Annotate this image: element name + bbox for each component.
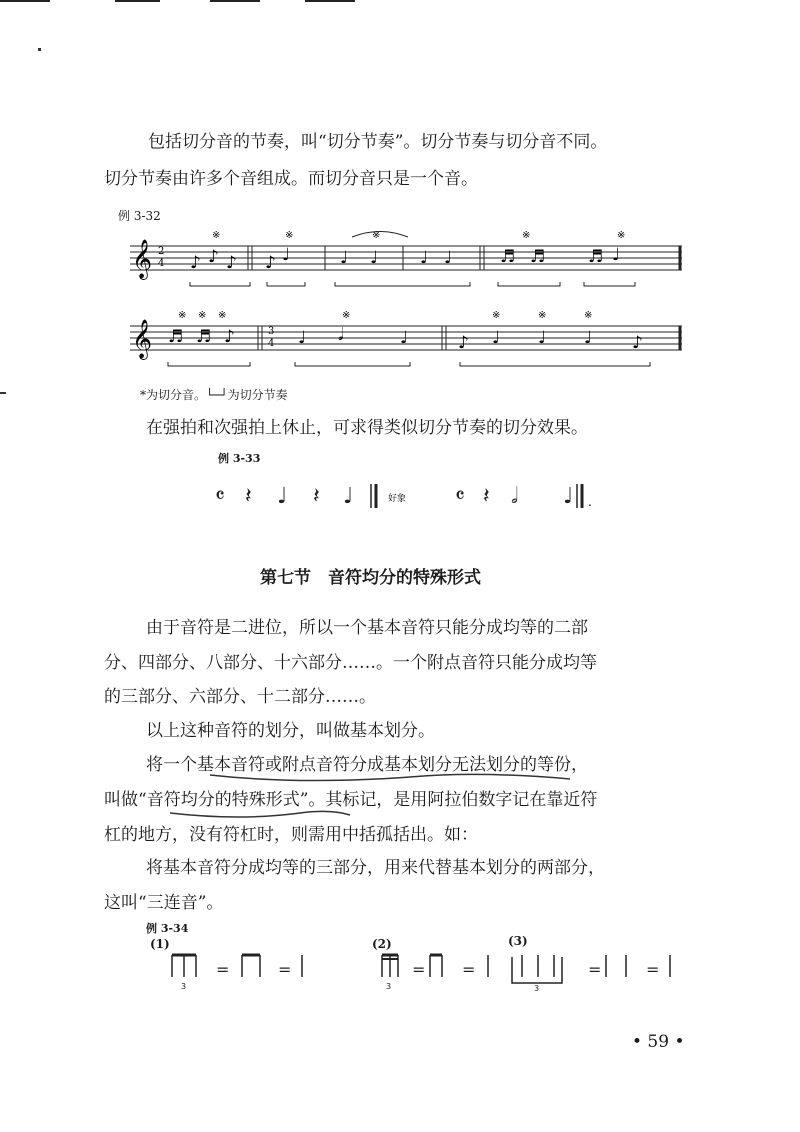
svg-text:♪: ♪ — [458, 333, 469, 353]
top-rule-2 — [115, 0, 160, 2]
margin-dot — [0, 392, 6, 394]
svg-text:♪: ♪ — [224, 327, 235, 347]
svg-text:※: ※ — [178, 310, 187, 321]
example-part-label: (1) — [150, 937, 170, 951]
paragraph-line: 杠的地方，没有符杠时，则需用中括孤括出。如： — [104, 825, 478, 845]
svg-text:♩: ♩ — [340, 248, 349, 268]
top-rule-4 — [305, 0, 355, 2]
paragraph-line: 分、四部分、八部分、十六部分……。一个附点音符只能分成均等 — [104, 653, 597, 673]
svg-text:♩: ♩ — [612, 245, 621, 265]
top-rule-1 — [0, 0, 50, 2]
example-label: 例 3-32 — [118, 209, 161, 223]
svg-text:𝄽: 𝄽 — [245, 484, 252, 509]
example-part-label: (2) — [372, 937, 392, 951]
svg-text:=: = — [412, 960, 426, 979]
svg-text:♬: ♬ — [196, 327, 212, 347]
paragraph-line: 叫做“音符均分的特殊形式”。其标记，是用阿拉伯数字记在靠近符 — [104, 790, 598, 810]
svg-text:♩: ♩ — [282, 245, 291, 265]
svg-text:♩: ♩ — [420, 248, 429, 268]
svg-text:♬: ♬ — [500, 247, 516, 267]
svg-text:♩: ♩ — [298, 328, 307, 348]
margin-dot — [38, 48, 41, 51]
example-label: 例 3-34 — [146, 922, 189, 935]
svg-text:♪: ♪ — [265, 253, 276, 273]
svg-text:=: = — [216, 960, 230, 979]
paragraph-line: 在强拍和次强拍上休止，可求得类似切分节奏的切分效果。 — [146, 418, 588, 438]
svg-text:♩: ♩ — [444, 248, 453, 268]
music-staff-2 — [120, 300, 720, 380]
svg-text:3: 3 — [181, 982, 187, 991]
svg-text:♩: ♩ — [277, 484, 288, 509]
svg-text:𝅗𝅥: 𝅗𝅥 — [511, 484, 518, 509]
svg-text:4: 4 — [158, 258, 165, 269]
svg-text:※: ※ — [492, 310, 501, 321]
svg-text:♩: ♩ — [370, 248, 379, 268]
paragraph-line: 这叫“三连音”。 — [104, 893, 224, 913]
svg-text:♪: ♪ — [190, 253, 201, 273]
svg-text:3: 3 — [268, 326, 275, 337]
svg-text:=: = — [278, 960, 292, 979]
svg-text:※: ※ — [617, 230, 626, 241]
svg-text:※: ※ — [342, 310, 351, 321]
svg-text:𝄞: 𝄞 — [132, 239, 153, 279]
svg-text:=: = — [646, 960, 660, 979]
paragraph-line: 包括切分音的节奏，叫“切分节奏”。切分节奏与切分音不同。 — [148, 132, 608, 152]
paragraph-line: 的三部分、六部分、十二部分……。 — [104, 687, 376, 707]
svg-text:𝄽: 𝄽 — [483, 484, 490, 509]
svg-text:♪: ♪ — [632, 333, 643, 353]
svg-text:♩: ♩ — [584, 328, 593, 348]
example-label: 例 3-33 — [218, 452, 261, 465]
svg-text:♬: ♬ — [168, 327, 184, 347]
svg-text:3: 3 — [534, 984, 540, 993]
svg-text:※: ※ — [522, 230, 531, 241]
svg-text:♩: ♩ — [400, 328, 409, 348]
svg-text:=: = — [588, 960, 602, 979]
handwritten-underline — [150, 773, 710, 823]
svg-text:♬: ♬ — [588, 247, 604, 267]
svg-text:𝄞: 𝄞 — [132, 319, 153, 359]
svg-text:3: 3 — [386, 982, 392, 991]
section-title: 第七节 音符均分的特殊形式 — [260, 568, 481, 588]
svg-text:※: ※ — [218, 310, 227, 321]
rhythm-example-3-33 — [215, 468, 615, 518]
example-part-label: (3) — [508, 934, 528, 948]
svg-text:𝄴: 𝄴 — [455, 484, 465, 509]
svg-text:※: ※ — [285, 230, 294, 241]
svg-text:♪: ♪ — [208, 247, 219, 267]
svg-text:♩: ♩ — [538, 328, 547, 348]
svg-text:4: 4 — [268, 338, 275, 349]
paragraph-line: 以上这种音符的划分，叫做基本划分。 — [146, 721, 435, 741]
top-rule-3 — [210, 0, 260, 2]
note-legend: *为切分音。└─┘为切分节奏 — [140, 388, 288, 402]
svg-text:※: ※ — [212, 230, 221, 241]
music-staff-1 — [120, 220, 720, 300]
svg-text:2: 2 — [158, 246, 165, 257]
svg-text:♩: ♩ — [343, 484, 354, 509]
paragraph-line: 将一个基本音符或附点音符分成基本划分无法划分的等份， — [146, 755, 588, 775]
svg-text:𝄽: 𝄽 — [313, 484, 320, 509]
rhythm-example-3-34 — [150, 945, 710, 1005]
svg-text:.: . — [588, 495, 592, 509]
svg-text:♩: ♩ — [563, 484, 574, 509]
paragraph-line: 将基本音符分成均等的三部分，用来代替基本划分的两部分， — [146, 858, 605, 878]
svg-text:♩: ♩ — [492, 328, 501, 348]
svg-text:※: ※ — [372, 230, 381, 241]
svg-text:♬: ♬ — [530, 247, 546, 267]
paragraph-line: 切分节奏由许多个音组成。而切分音只是一个音。 — [104, 169, 478, 189]
svg-text:※: ※ — [198, 310, 207, 321]
svg-text:※: ※ — [584, 310, 593, 321]
svg-text:※: ※ — [538, 310, 547, 321]
svg-text:=: = — [462, 960, 476, 979]
page-number: • 59 • — [632, 1032, 685, 1052]
small-label: 好象 — [388, 494, 407, 504]
svg-text:𝅗𝅥: 𝅗𝅥 — [338, 325, 344, 345]
svg-text:𝄴: 𝄴 — [215, 484, 225, 509]
paragraph-line: 由于音符是二进位，所以一个基本音符只能分成均等的二部 — [146, 618, 588, 638]
svg-text:♪: ♪ — [226, 253, 237, 273]
